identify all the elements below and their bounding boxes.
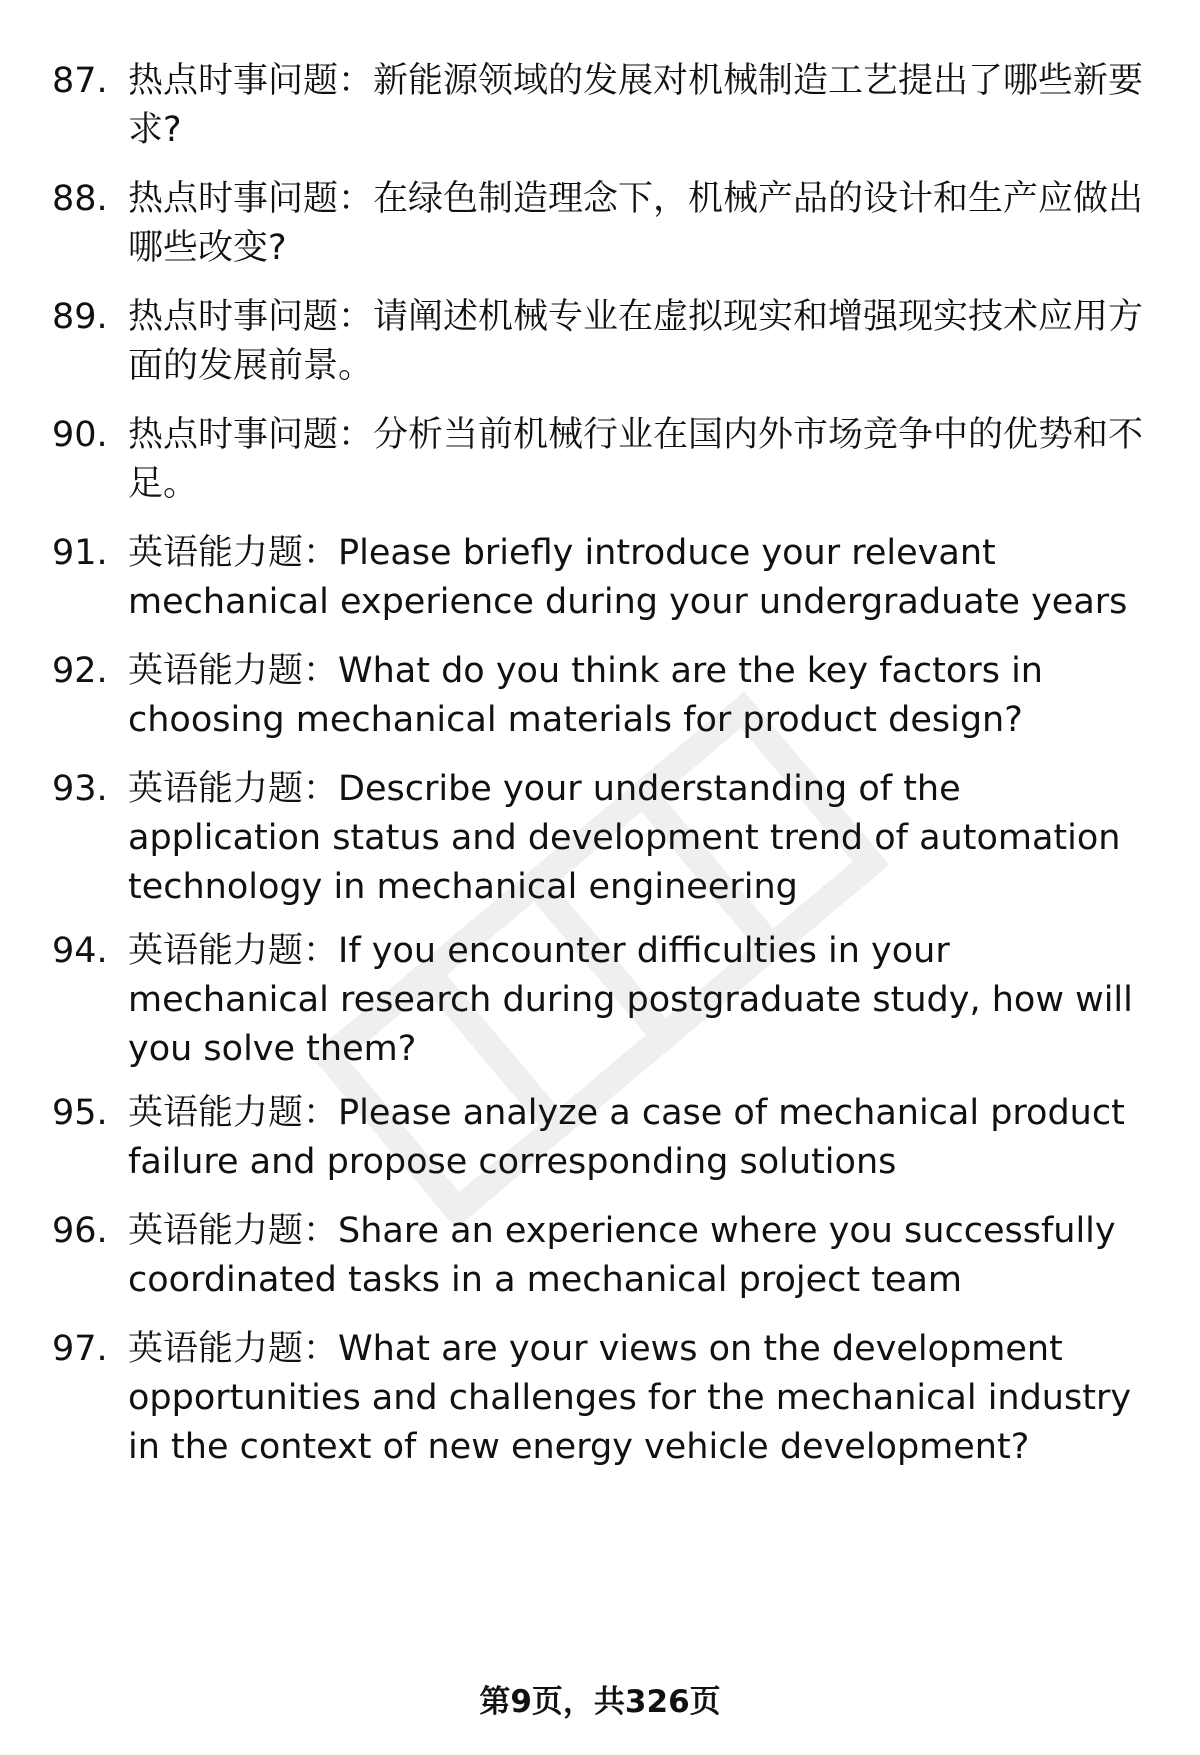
question-number: 96. bbox=[52, 1211, 108, 1251]
question-text: 英语能力题：What are your views on the development opportunities and challenges for the mechanical industry in the context of new energy vehicle development? bbox=[128, 1329, 1132, 1467]
question-text: 热点时事问题：分析当前机械行业在国内外市场竞争中的优势和不足。 bbox=[128, 415, 1144, 504]
question-number: 95. bbox=[52, 1093, 108, 1133]
question-text: 英语能力题：Please analyze a case of mechanical product failure and propose corresponding solutions bbox=[128, 1093, 1125, 1182]
question-text: 英语能力题：Please briefly introduce your relevant mechanical experience during your undergraduate years bbox=[128, 533, 1128, 622]
question-text: 热点时事问题：请阐述机械专业在虚拟现实和增强现实技术应用方面的发展前景。 bbox=[128, 297, 1144, 386]
question-text: 热点时事问题：在绿色制造理念下，机械产品的设计和生产应做出哪些改变? bbox=[128, 179, 1144, 268]
question-text: 英语能力题：Share an experience where you successfully coordinated tasks in a mechanical project team bbox=[128, 1211, 1116, 1300]
question-number: 87. bbox=[52, 61, 108, 101]
question-number: 91. bbox=[52, 533, 108, 573]
question-number: 90. bbox=[52, 415, 108, 455]
question-number: 92. bbox=[52, 651, 108, 691]
question-number: 97. bbox=[52, 1329, 108, 1369]
question-number: 94. bbox=[52, 931, 108, 971]
question-number: 93. bbox=[52, 769, 108, 809]
question-text: 热点时事问题：新能源领域的发展对机械制造工艺提出了哪些新要求? bbox=[128, 61, 1144, 150]
question-text: 英语能力题：What do you think are the key factors in choosing mechanical materials for product design? bbox=[128, 651, 1043, 740]
question-text: 英语能力题：Describe your understanding of the application status and development trend of automation technology in mechanical engineering bbox=[128, 769, 1121, 907]
question-number: 88. bbox=[52, 179, 108, 219]
question-number: 89. bbox=[52, 297, 108, 337]
question-text: 英语能力题：If you encounter difficulties in your mechanical research during postgraduate study, how will you solve them? bbox=[128, 931, 1133, 1069]
page-footer: 第9页，共326页 bbox=[479, 1684, 721, 1720]
